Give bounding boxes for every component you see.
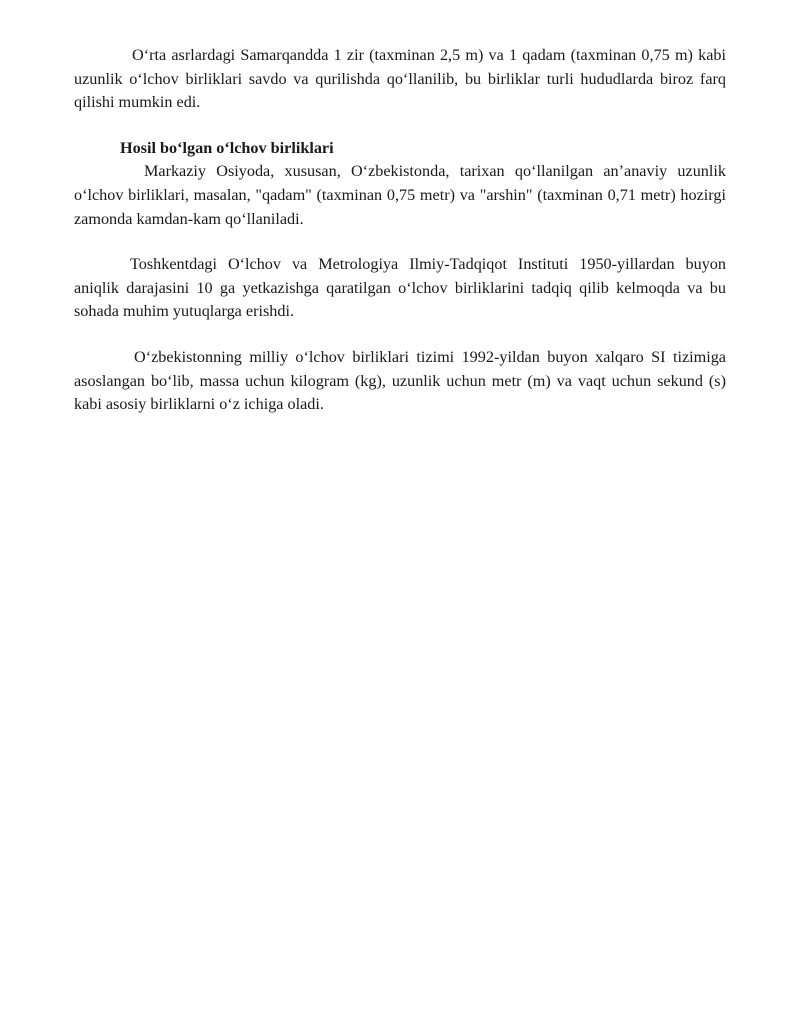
paragraph-national-si-system: O‘zbekistonning milliy o‘lchov birliklari tizimi 1992-yildan buyon xalqaro SI tizimiga asoslangan bo‘lib, massa uchun kilogram (kg), uzunlik uchun metr (m) va vaqt uchun sekund (s) kabi asosiy birliklarni o‘z ichiga oladi. xyxy=(74,347,726,414)
paragraph-samarqand-units: O‘rta asrlardagi Samarqandda 1 zir (taxminan 2,5 m) va 1 qadam (taxminan 0,75 m) kabi uzunlik o‘lchov birliklari savdo va qurilishda qo‘llanilib, bu birliklar turli hududlarda biroz farq qilishi mumkin edi. xyxy=(74,46,726,112)
document-body xyxy=(74,44,726,417)
section-heading: Hosil bo‘lgan o‘lchov birliklari xyxy=(120,138,334,157)
paragraph-traditional-units: Markaziy Osiyoda, xususan, O‘zbekistonda, tarixan qo‘llanilgan an’anaviy uzunlik o‘lchov birliklari, masalan, "qadam" (taxminan 0,75 metr) va "arshin" (taxminan 0,71 metr) hozirgi zamonda kamdan-kam qo‘llaniladi. xyxy=(74,162,726,228)
paragraph-metrology-institute: Toshkentdagi O‘lchov va Metrologiya Ilmiy-Tadqiqot Instituti 1950-yillardan buyon aniqlik darajasini 10 ga yetkazishga qaratilgan o‘lchov birliklarini tadqiq qilib kelmoqda va bu sohada muhim yutuqlarga erishdi. xyxy=(74,255,726,321)
